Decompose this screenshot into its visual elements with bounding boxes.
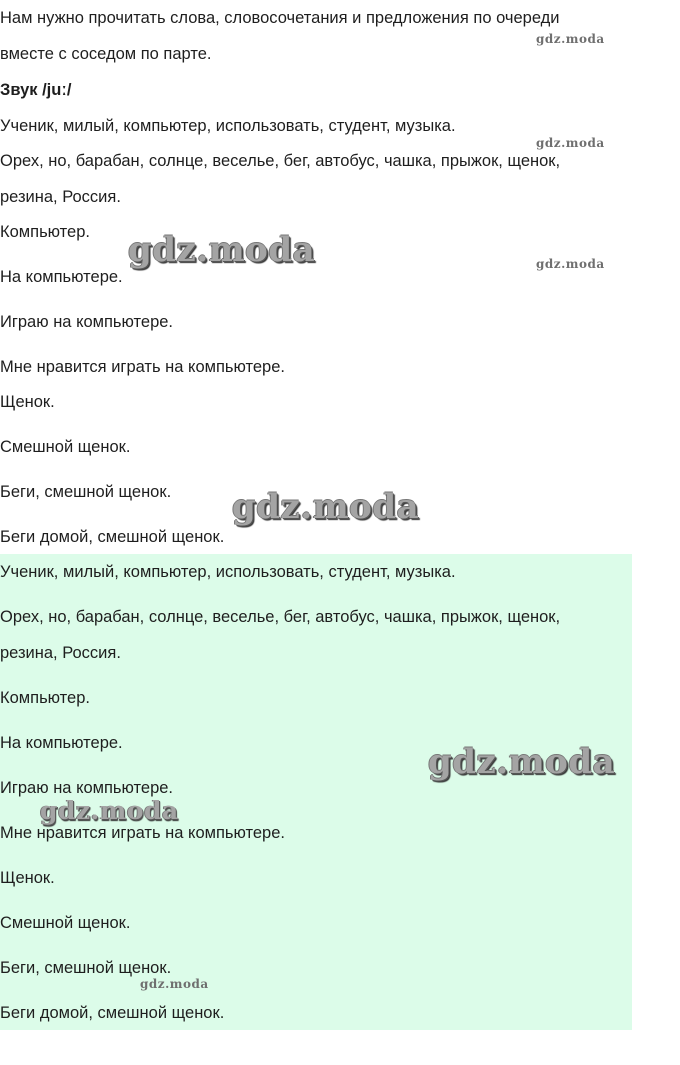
watermark: gdz.moda <box>40 796 179 825</box>
text-line: Беги, смешной щенок. <box>0 483 172 501</box>
text-line: Мне нравится играть на компьютере. <box>0 358 285 376</box>
text-line: Ученик, милый, компьютер, использовать, студент, музыка. <box>0 117 456 135</box>
text-line: Смешной щенок. <box>0 438 131 456</box>
watermark: gdz.moda <box>536 136 605 150</box>
text-line: На компьютере. <box>0 268 123 286</box>
section-heading: Звук /juː/ <box>0 81 72 99</box>
text-line: Орех, но, барабан, солнце, веселье, бег, автобус, чашка, прыжок, щенок, <box>0 152 561 170</box>
text-line: Ученик, милый, компьютер, использовать, студент, музыка. <box>0 563 456 581</box>
text-line: Мне нравится играть на компьютере. <box>0 824 285 842</box>
watermark: gdz.moda <box>232 487 420 527</box>
text-line: Играю на компьютере. <box>0 313 174 331</box>
text-line: Беги, смешной щенок. <box>0 959 172 977</box>
text-line: На компьютере. <box>0 734 123 752</box>
intro-line-2: вместе с соседом по парте. <box>0 45 212 63</box>
text-line: резина, Россия. <box>0 644 121 662</box>
text-line: Беги домой, смешной щенок. <box>0 528 225 546</box>
watermark: gdz.moda <box>536 32 605 46</box>
text-line: Беги домой, смешной щенок. <box>0 1004 225 1022</box>
intro-line-1: Нам нужно прочитать слова, словосочетания и предложения по очереди <box>0 9 560 27</box>
text-line: Компьютер. <box>0 689 90 707</box>
watermark: gdz.moda <box>536 257 605 271</box>
text-line: Щенок. <box>0 869 55 887</box>
text-line: Компьютер. <box>0 223 90 241</box>
watermark: gdz.moda <box>428 742 616 782</box>
text-line: Щенок. <box>0 393 55 411</box>
watermark: gdz.moda <box>128 230 316 270</box>
text-line: Играю на компьютере. <box>0 779 174 797</box>
watermark: gdz.moda <box>140 977 209 991</box>
text-line: резина, Россия. <box>0 188 121 206</box>
text-line: Смешной щенок. <box>0 914 131 932</box>
text-line: Орех, но, барабан, солнце, веселье, бег, автобус, чашка, прыжок, щенок, <box>0 608 561 626</box>
